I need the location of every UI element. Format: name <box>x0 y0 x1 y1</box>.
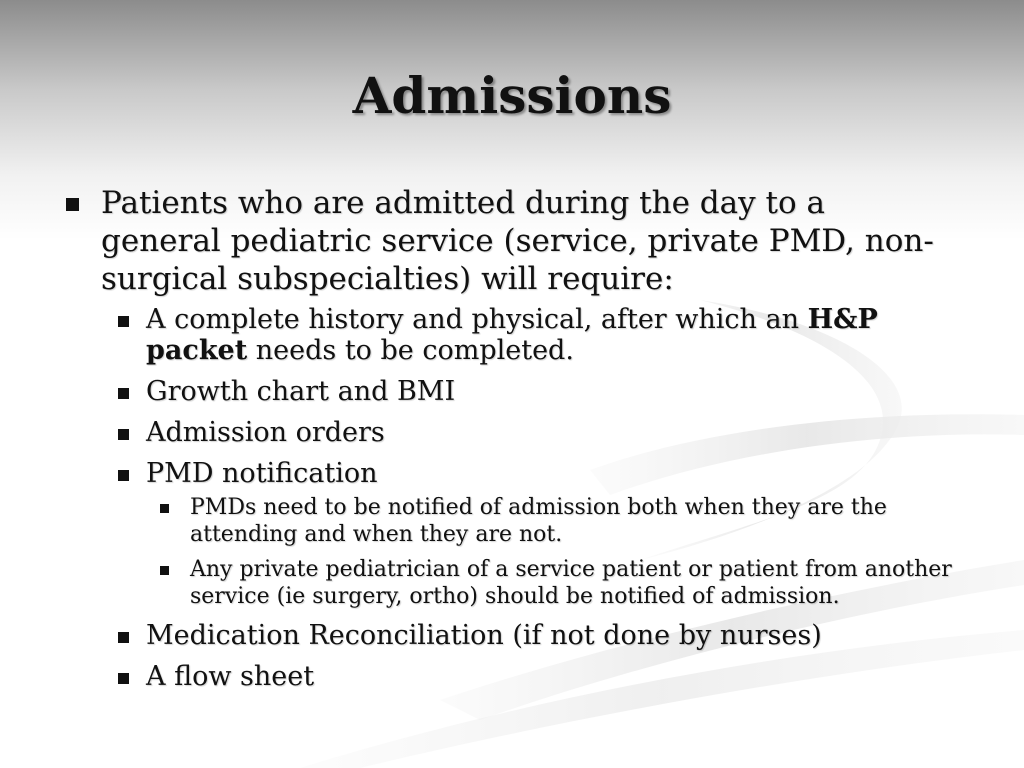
list-item-private-pediatrician <box>160 556 954 610</box>
sub-bullet-list <box>116 304 954 692</box>
square-bullet-icon <box>66 198 79 211</box>
square-bullet-icon <box>118 316 129 327</box>
list-item-pmd-attending <box>160 494 954 548</box>
private-pediatrician-text: Any private pediatrician of a service patient or patient from another service (ie surgery, ortho) should be notified of admission. <box>190 557 952 609</box>
admission-orders-text: Admission orders <box>146 417 385 448</box>
hp-packet-bold: H&P packet <box>146 304 878 366</box>
square-bullet-icon <box>118 673 129 684</box>
pmd-attending-text: PMDs need to be notified of admission both when they are the attending and when they are not. <box>190 495 887 547</box>
growth-chart-text: Growth chart and BMI <box>146 376 456 407</box>
square-bullet-icon <box>118 470 129 481</box>
bullet-list <box>64 184 954 692</box>
medication-reconciliation-text: Medication Reconciliation (if not done by nurses) <box>146 620 822 651</box>
list-item-pmd-notification <box>116 458 954 610</box>
flow-sheet-text: A flow sheet <box>146 661 315 692</box>
history-physical-text-end: needs to be completed. <box>247 335 574 366</box>
slide-body <box>64 184 954 702</box>
list-item-intro <box>64 184 954 692</box>
list-item-medication-reconciliation <box>116 620 954 651</box>
list-item-growth-chart <box>116 376 954 407</box>
list-item-admission-orders <box>116 417 954 448</box>
list-item-flow-sheet <box>116 661 954 692</box>
pmd-notification-text: PMD notification <box>146 458 378 489</box>
sub-sub-bullet-list <box>160 494 954 610</box>
square-bullet-icon <box>160 566 169 575</box>
square-bullet-icon <box>118 632 129 643</box>
intro-text: Patients who are admitted during the day to a general pediatric service (service, private PMD, non-surgical subspecialties) will require: <box>101 185 934 297</box>
history-physical-text-start: A complete history and physical, after which an <box>146 304 808 335</box>
square-bullet-icon <box>160 504 169 513</box>
square-bullet-icon <box>118 429 129 440</box>
slide-title: Admissions <box>352 66 672 125</box>
list-item-history-physical <box>116 304 954 366</box>
square-bullet-icon <box>118 388 129 399</box>
